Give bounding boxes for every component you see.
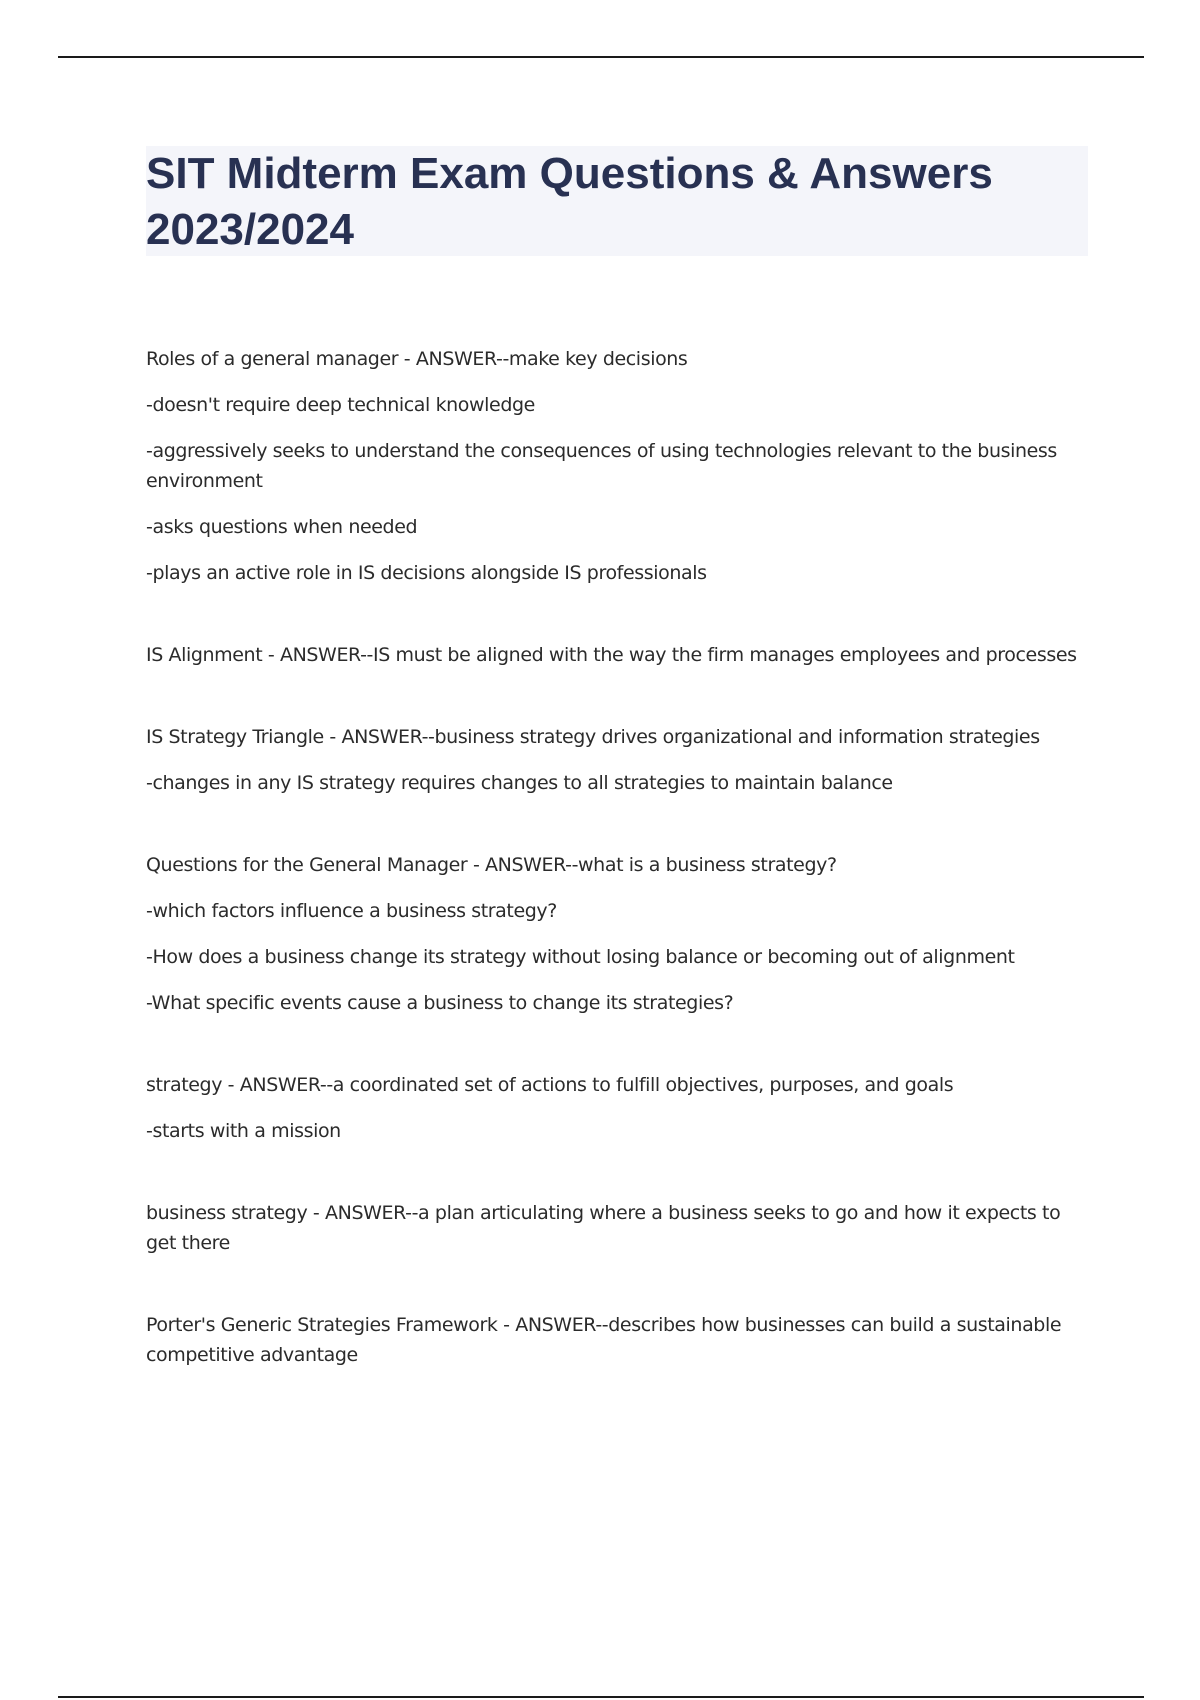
qa-entry-porters: [146, 1310, 1086, 1370]
qa-line: -doesn't require deep technical knowledge: [146, 394, 535, 416]
qa-line: Questions for the General Manager - ANSWER--what is a business strategy?: [146, 854, 837, 876]
qa-entry-roles: [146, 344, 1086, 588]
bottom-rule: [58, 1696, 1144, 1698]
qa-line: -asks questions when needed: [146, 516, 418, 538]
qa-content: [146, 344, 1086, 1370]
top-rule: [58, 56, 1144, 58]
qa-entry-questions-gm: [146, 850, 1086, 1018]
qa-line: business strategy - ANSWER--a plan articulating where a business seeks to go and how it expects to get there: [146, 1202, 1061, 1254]
qa-line: -aggressively seeks to understand the consequences of using technologies relevant to the business environment: [146, 440, 1057, 492]
qa-entry-strategy: [146, 1070, 1086, 1146]
qa-line: strategy - ANSWER--a coordinated set of actions to fulfill objectives, purposes, and goals: [146, 1074, 954, 1096]
qa-entry-is-alignment: [146, 640, 1086, 670]
qa-line: -changes in any IS strategy requires changes to all strategies to maintain balance: [146, 772, 893, 794]
qa-line: IS Alignment - ANSWER--IS must be aligned with the way the firm manages employees and processes: [146, 644, 1077, 666]
qa-line: -which factors influence a business strategy?: [146, 900, 557, 922]
qa-line: IS Strategy Triangle - ANSWER--business strategy drives organizational and information strategies: [146, 726, 1040, 748]
qa-line: -What specific events cause a business to change its strategies?: [146, 992, 734, 1014]
qa-line: Roles of a general manager - ANSWER--make key decisions: [146, 348, 688, 370]
qa-line: Porter's Generic Strategies Framework - ANSWER--describes how businesses can build a sustainable competitive advantage: [146, 1314, 1062, 1366]
qa-line: -plays an active role in IS decisions alongside IS professionals: [146, 562, 707, 584]
qa-line: -starts with a mission: [146, 1120, 341, 1142]
qa-line: -How does a business change its strategy without losing balance or becoming out of alignment: [146, 946, 1015, 968]
title-block: [146, 146, 1088, 256]
page-title: SIT Midterm Exam Questions & Answers 2023/2024: [146, 149, 993, 254]
qa-entry-is-strategy-triangle: [146, 722, 1086, 798]
qa-entry-business-strategy: [146, 1198, 1086, 1258]
